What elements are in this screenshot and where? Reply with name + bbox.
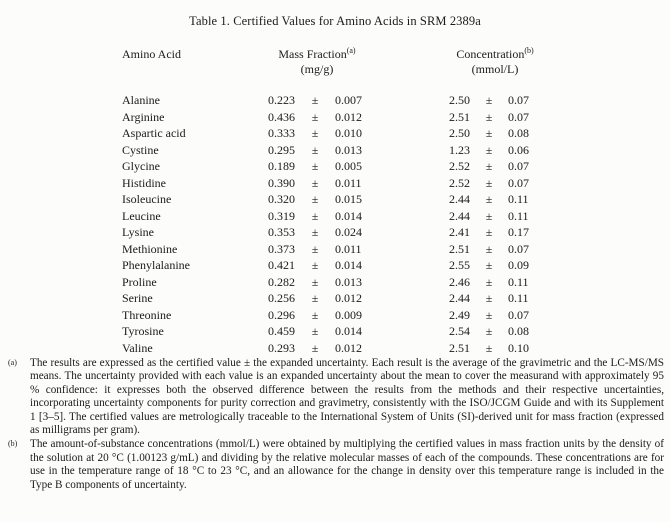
amino-acid-name: Threonine	[122, 307, 172, 322]
footnote-b-text: The amount-of-substance concentrations (mmol/L) were obtained by multiplying the certified values in mass fraction units by the density of the solution at 20 °C (1.00123 g/mL) and dividing by the relative molecular masses of each of the compounds. These concentrations are for use in the temperature range of 18 °C to 23 °C, and an allowance for the change in density over this temperature range is included in the Type B components of uncertainty.	[30, 438, 664, 491]
column-gap	[375, 224, 442, 241]
table-row	[122, 274, 552, 291]
mass-fraction-value: 0.295	[268, 142, 295, 157]
table-row	[122, 191, 552, 208]
mass-fraction-uncertainty: 0.014	[335, 208, 362, 223]
mass-fraction-uncertainty: 0.015	[335, 192, 362, 206]
mass-fraction-uncertainty: 0.011	[335, 241, 362, 256]
mass-fraction-value: 0.282	[268, 274, 295, 289]
concentration-uncertainty: 0.11	[508, 192, 529, 206]
plus-minus-sign: ±	[311, 208, 319, 223]
plus-minus-sign: ±	[485, 126, 493, 140]
concentration-uncertainty: 0.08	[508, 126, 529, 140]
concentration-uncertainty: 0.11	[508, 291, 529, 305]
column-gap	[375, 241, 442, 258]
concentration-uncertainty: 0.11	[508, 208, 529, 223]
column-gap	[375, 142, 442, 159]
plus-minus-sign: ±	[311, 109, 319, 124]
column-header-concentration	[438, 47, 552, 77]
mass-fraction-value: 0.320	[268, 192, 295, 206]
column-gap	[375, 109, 442, 126]
amino-acid-name: Proline	[122, 274, 157, 289]
concentration-value: 2.46	[449, 274, 470, 289]
table-row	[122, 158, 552, 175]
amino-acid-name: Leucine	[122, 208, 161, 223]
amino-acid-name: Phenylalanine	[122, 258, 190, 272]
amino-acid-name: Valine	[122, 340, 153, 355]
concentration-uncertainty: 0.07	[508, 307, 529, 322]
plus-minus-sign: ±	[311, 93, 319, 107]
table-row	[122, 109, 552, 126]
concentration-value: 2.51	[449, 109, 470, 124]
footnote-a-text: The results are expressed as the certified value ± the expanded uncertainty. Each result is the average of the gravimetric and the LC-MS/MS means. The uncertainty provided with each value is an expanded uncertainty about the mean to cover the measurand with approximately 95 % confidence: it expresses both the observed difference between the results from the methods and their respective uncertainties, incorporating uncertainty components for purity correction and gravimetry, consistently with the ISO/JCGM Guide and with its Supplement 1 [3–5]. The certified values are metrologically traceable to the International System of Units (SI)-derived unit for mass fraction (expressed as milligrams per gram).	[30, 357, 664, 437]
plus-minus-sign: ±	[311, 142, 319, 157]
amino-acid-name: Tyrosine	[122, 324, 164, 338]
footnote-b-marker: (b)	[8, 439, 18, 449]
plus-minus-sign: ±	[311, 225, 319, 239]
plus-minus-sign: ±	[311, 175, 319, 190]
concentration-value: 2.50	[449, 126, 470, 140]
plus-minus-sign: ±	[485, 258, 493, 272]
concentration-value: 2.55	[449, 258, 470, 272]
mass-fraction-value: 0.459	[268, 324, 295, 338]
footnote-a-marker: (a)	[8, 358, 17, 367]
table-row	[122, 125, 552, 142]
plus-minus-sign: ±	[311, 241, 319, 256]
column-gap	[375, 208, 442, 225]
mass-fraction-unit: (mg/g)	[300, 62, 334, 76]
mass-fraction-uncertainty: 0.011	[335, 175, 362, 190]
plus-minus-sign: ±	[485, 324, 493, 338]
column-gap	[375, 175, 442, 192]
amino-acid-name: Methionine	[122, 241, 178, 256]
mass-fraction-value: 0.373	[268, 241, 295, 256]
column-gap	[375, 191, 442, 208]
plus-minus-sign: ±	[485, 109, 493, 124]
mass-fraction-value: 0.436	[268, 109, 295, 124]
footnote-b-ref: (b)	[524, 46, 534, 55]
mass-fraction-label: Mass Fraction$^{(a)}$	[278, 46, 356, 61]
amino-acid-name: Histidine	[122, 175, 166, 190]
amino-acid-name: Arginine	[122, 109, 165, 124]
concentration-uncertainty: 0.08	[508, 324, 529, 338]
mass-fraction-value: 0.421	[268, 258, 295, 272]
column-gap	[375, 257, 442, 274]
mass-fraction-value: 0.256	[268, 291, 295, 305]
column-gap	[375, 290, 442, 307]
concentration-value: 2.52	[449, 175, 470, 190]
plus-minus-sign: ±	[485, 274, 493, 289]
concentration-value: 1.23	[449, 142, 470, 157]
mass-fraction-value: 0.293	[268, 340, 295, 355]
mass-fraction-uncertainty: 0.009	[335, 307, 362, 322]
amino-acid-name: Cystine	[122, 142, 159, 157]
concentration-uncertainty: 0.07	[508, 159, 529, 173]
footnote-a	[8, 357, 664, 437]
mass-fraction-uncertainty: 0.013	[335, 274, 362, 289]
concentration-uncertainty: 0.07	[508, 241, 529, 256]
concentration-uncertainty: 0.11	[508, 274, 529, 289]
concentration-value: 2.51	[449, 340, 470, 355]
table-row	[122, 290, 552, 307]
concentration-uncertainty: 0.09	[508, 258, 529, 272]
column-header-amino-acid: Amino Acid	[122, 47, 181, 61]
concentration-uncertainty: 0.07	[508, 93, 529, 107]
footnote-b	[8, 438, 664, 492]
amino-acid-name: Alanine	[122, 93, 160, 107]
concentration-uncertainty: 0.07	[508, 109, 529, 124]
plus-minus-sign: ±	[311, 291, 319, 305]
table-row	[122, 257, 552, 274]
mass-fraction-uncertainty: 0.010	[335, 126, 362, 140]
concentration-uncertainty: 0.07	[508, 175, 529, 190]
amino-acid-name: Isoleucine	[122, 192, 172, 206]
plus-minus-sign: ±	[485, 241, 493, 256]
plus-minus-sign: ±	[311, 258, 319, 272]
concentration-value: 2.41	[449, 225, 470, 239]
plus-minus-sign: ±	[485, 225, 493, 239]
mass-fraction-uncertainty: 0.014	[335, 258, 362, 272]
plus-minus-sign: ±	[311, 340, 319, 355]
concentration-value: 2.52	[449, 159, 470, 173]
concentration-value: 2.44	[449, 208, 470, 223]
concentration-value: 2.50	[449, 93, 470, 107]
footnotes-section	[8, 357, 664, 493]
mass-fraction-value: 0.333	[268, 126, 295, 140]
column-gap	[375, 92, 442, 109]
mass-fraction-value: 0.390	[268, 175, 295, 190]
column-gap	[375, 323, 442, 340]
plus-minus-sign: ±	[311, 192, 319, 206]
concentration-value: 2.49	[449, 307, 470, 322]
plus-minus-sign: ±	[311, 274, 319, 289]
plus-minus-sign: ±	[485, 307, 493, 322]
concentration-value: 2.44	[449, 192, 470, 206]
concentration-unit: (mmol/L)	[471, 62, 519, 76]
column-gap	[375, 158, 442, 175]
concentration-value: 2.51	[449, 241, 470, 256]
table-title: Table 1. Certified Values for Amino Acids in SRM 2389a	[189, 14, 481, 28]
plus-minus-sign: ±	[311, 126, 319, 140]
footnote-a-ref: (a)	[346, 46, 356, 55]
mass-fraction-uncertainty: 0.012	[335, 291, 362, 305]
mass-fraction-value: 0.189	[268, 159, 295, 173]
concentration-uncertainty: 0.17	[508, 225, 529, 239]
column-gap	[375, 340, 442, 357]
table-row	[122, 307, 552, 324]
amino-acid-name: Aspartic acid	[122, 126, 186, 140]
table-row	[122, 142, 552, 159]
mass-fraction-uncertainty: 0.005	[335, 159, 362, 173]
column-gap	[375, 307, 442, 324]
plus-minus-sign: ±	[485, 192, 493, 206]
table-body	[122, 92, 552, 356]
plus-minus-sign: ±	[485, 142, 493, 157]
mass-fraction-value: 0.319	[268, 208, 295, 223]
plus-minus-sign: ±	[485, 159, 493, 173]
amino-acid-name: Lysine	[122, 225, 154, 239]
plus-minus-sign: ±	[485, 208, 493, 223]
mass-fraction-uncertainty: 0.024	[335, 225, 362, 239]
amino-acid-name: Serine	[122, 291, 153, 305]
table-row	[122, 323, 552, 340]
table-row	[122, 175, 552, 192]
table-row	[122, 241, 552, 258]
mass-fraction-value: 0.353	[268, 225, 295, 239]
mass-fraction-uncertainty: 0.012	[335, 109, 362, 124]
mass-fraction-uncertainty: 0.013	[335, 142, 362, 157]
concentration-value: 2.44	[449, 291, 470, 305]
plus-minus-sign: ±	[485, 340, 493, 355]
concentration-uncertainty: 0.06	[508, 142, 529, 157]
column-gap	[375, 274, 442, 291]
mass-fraction-uncertainty: 0.014	[335, 324, 362, 338]
plus-minus-sign: ±	[311, 159, 319, 173]
column-gap	[375, 125, 442, 142]
concentration-value: 2.54	[449, 324, 470, 338]
plus-minus-sign: ±	[485, 93, 493, 107]
plus-minus-sign: ±	[311, 324, 319, 338]
plus-minus-sign: ±	[311, 307, 319, 322]
concentration-label: Concentration$^{(b)}$	[456, 46, 534, 61]
amino-acid-name: Glycine	[122, 159, 160, 173]
mass-fraction-uncertainty: 0.012	[335, 340, 362, 355]
plus-minus-sign: ±	[485, 291, 493, 305]
table-row	[122, 208, 552, 225]
mass-fraction-uncertainty: 0.007	[335, 93, 362, 107]
mass-fraction-value: 0.296	[268, 307, 295, 322]
concentration-uncertainty: 0.10	[508, 340, 529, 355]
table-row	[122, 92, 552, 109]
mass-fraction-value: 0.223	[268, 93, 295, 107]
table-row	[122, 340, 552, 357]
plus-minus-sign: ±	[485, 175, 493, 190]
column-header-mass-fraction	[252, 47, 382, 77]
table-row	[122, 224, 552, 241]
